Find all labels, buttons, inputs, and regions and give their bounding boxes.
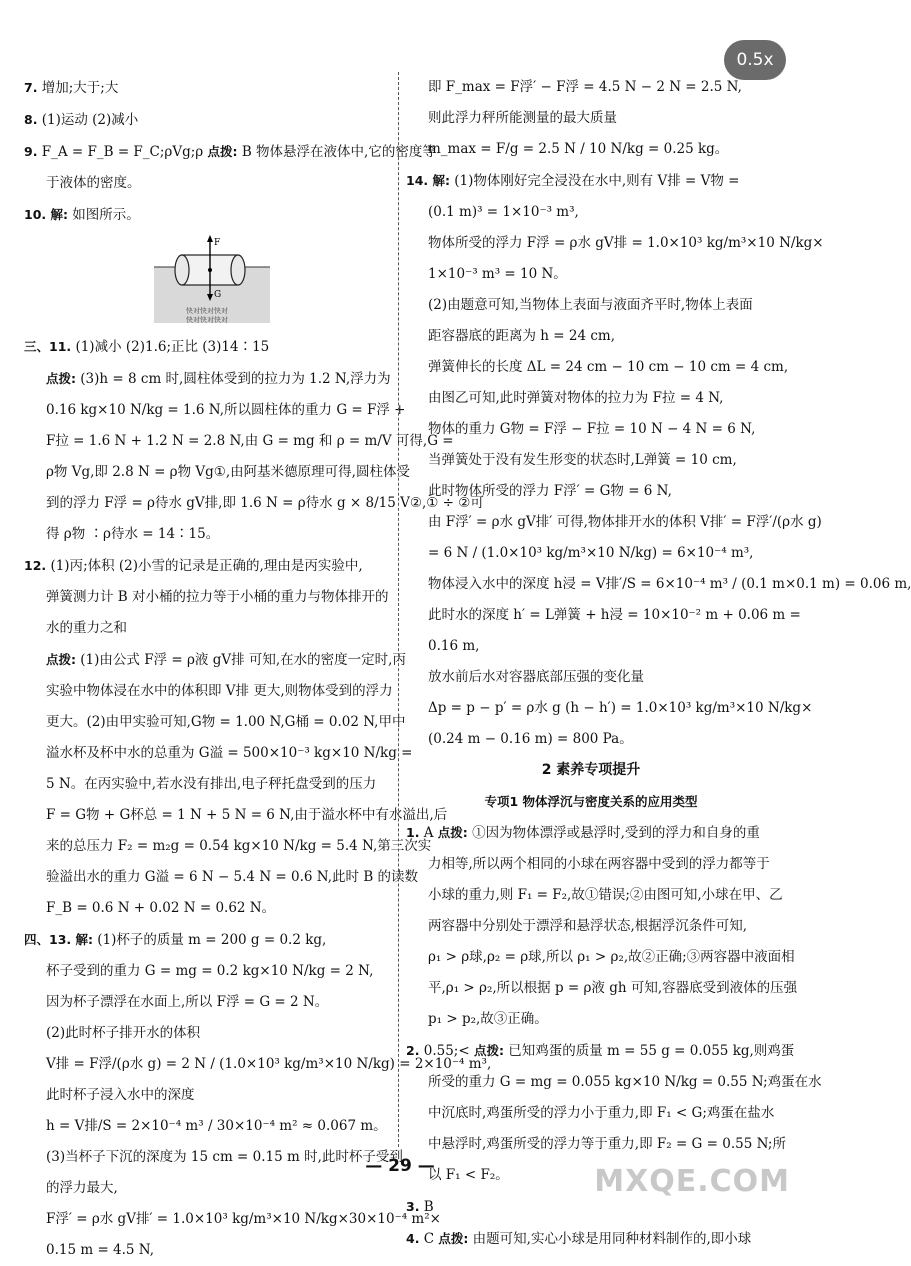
- text-line: [24, 676, 394, 707]
- line-text: (3)h = 8 cm 时,圆柱体受到的拉力为 1.2 N,浮力为: [76, 371, 391, 387]
- text-line: [406, 352, 789, 383]
- page-number: — 29 —: [365, 1156, 435, 1176]
- text-line: [24, 550, 394, 582]
- text-line: [406, 72, 776, 103]
- line-text: B: [419, 1199, 434, 1215]
- text-line: [24, 613, 394, 644]
- figure-caption: 快对快对快对: [186, 307, 228, 315]
- text-line: [24, 168, 394, 199]
- line-text: 更大。(2)由甲实验可知,G物 = 1.00 N,G桶 = 0.02 N,甲中: [46, 714, 406, 730]
- text-line: [24, 331, 394, 363]
- text-line: [24, 1018, 394, 1049]
- question-number: 2.: [406, 1043, 420, 1058]
- line-text: 溢水杯及杯中水的总重为 G溢 = 500×10⁻³ kg×10 N/kg =: [46, 745, 413, 761]
- text-line: [24, 1235, 394, 1266]
- label-g: G: [214, 290, 222, 300]
- question-number: 9.: [24, 144, 38, 159]
- hint-label: 解:: [50, 207, 68, 222]
- text-line: [406, 817, 776, 849]
- line-text: 中悬浮时,鸡蛋所受的浮力等于重力,即 F₂ = G = 0.55 N;所: [428, 1136, 786, 1152]
- text-line: [406, 1067, 822, 1098]
- text-line: [406, 383, 776, 414]
- text-line: [406, 134, 776, 165]
- question-number: 3.: [406, 1199, 420, 1214]
- force-diagram-figure: [152, 233, 272, 329]
- line-text: C: [419, 1231, 439, 1247]
- line-text: V排 = F浮/(ρ水 g) = 2 N / (1.0×10³ kg/m³×10 N/kg) = 2×10⁻⁴ m³,: [46, 1056, 492, 1072]
- text-line: [406, 693, 813, 724]
- line-text: 物体的重力 G物 = F浮 − F拉 = 10 N − 4 N = 6 N,: [428, 421, 756, 437]
- line-text: 得 ρ物 ∶ρ待水 = 14∶15。: [46, 526, 220, 542]
- question-number: 14.: [406, 173, 429, 188]
- float-object-diagram: [152, 233, 272, 329]
- line-text: F_B = 0.6 N + 0.02 N = 0.62 N。: [46, 900, 276, 916]
- text-line: [406, 849, 776, 880]
- line-text: 弹簧测力计 B 对小桶的拉力等于小桶的重力与物体排开的: [46, 589, 389, 605]
- line-text: 物体所受的浮力 F浮 = ρ水 gV排 = 1.0×10³ kg/m³×10 N/kg×: [428, 235, 824, 251]
- line-text: 距容器底的距离为 h = 24 cm,: [428, 328, 616, 344]
- line-text: F拉 = 1.6 N + 1.2 N = 2.8 N,由 G = mg 和 ρ = m/V 可得,G =: [46, 433, 454, 449]
- text-line: [24, 72, 394, 104]
- line-text: A: [419, 825, 438, 841]
- text-line: [24, 1204, 441, 1235]
- text-line: [406, 973, 798, 1004]
- line-text: F浮′ = ρ水 gV排′ = 1.0×10³ kg/m³×10 N/kg×30×10⁻⁴ m²×: [46, 1211, 441, 1227]
- line-text: 1×10⁻³ m³ = 10 N。: [428, 266, 567, 282]
- cylinder-end: [175, 255, 189, 285]
- hint-label: 解:: [432, 173, 450, 188]
- line-text: 当弹簧处于没有发生形变的状态时,L弹簧 = 10 cm,: [428, 452, 737, 468]
- line-text: 已知鸡蛋的质量 m = 55 g = 0.055 kg,则鸡蛋: [503, 1043, 795, 1059]
- line-text: 小球的重力,则 F₁ = F₂,故①错误;②由图可知,小球在甲、乙: [428, 887, 783, 903]
- text-line: [406, 1035, 795, 1067]
- line-text: ρ₁ > ρ球,ρ₂ = ρ球,所以 ρ₁ > ρ₂,故②正确;③两容器中液面相: [428, 949, 795, 965]
- line-text: B 物体悬浮在液体中,它的密度等: [237, 144, 436, 160]
- line-text: Δp = p − p′ = ρ水 g (h − h′) = 1.0×10³ kg/m³×10 N/kg×: [428, 700, 813, 716]
- zoom-level-button[interactable]: 0.5x: [724, 40, 786, 80]
- line-text: (2)此时杯子排开水的体积: [46, 1025, 201, 1041]
- text-line: [406, 569, 911, 600]
- line-text: 5 N。在丙实验中,若水没有排出,电子秤托盘受到的压力: [46, 776, 377, 792]
- line-text: (1)由公式 F浮 = ρ液 gV排 可知,在水的密度一定时,丙: [76, 652, 406, 668]
- line-text: 中沉底时,鸡蛋所受的浮力小于重力,即 F₁ < G;鸡蛋在盐水: [428, 1105, 775, 1121]
- subsection-heading: 专项1 物体浮沉与密度关系的应用类型: [484, 794, 698, 809]
- line-text: 此时物体所受的浮力 F浮′ = G物 = 6 N,: [428, 483, 672, 499]
- column-divider: [398, 72, 399, 1147]
- line-text: 0.15 m = 4.5 N,: [46, 1242, 155, 1258]
- line-text: 0.55;<: [419, 1043, 474, 1059]
- text-line: [406, 290, 776, 321]
- line-text: 0.16 m,: [428, 638, 480, 654]
- text-line: [24, 644, 406, 676]
- text-line: [24, 800, 448, 831]
- text-line: [24, 363, 394, 395]
- label-f: F: [214, 238, 221, 248]
- text-line: [24, 1173, 394, 1204]
- line-text: F = G物 + G杯总 = 1 N + 5 N = 6 N,由于溢水杯中有水溢出,后: [46, 807, 448, 823]
- line-text: 到的浮力 F浮 = ρ待水 gV排,即 1.6 N = ρ待水 g × 8/15 V②,① ÷ ②可: [46, 495, 484, 511]
- hint-label: 解:: [75, 932, 93, 947]
- line-text: (1)丙;体积 (2)小雪的记录是正确的,理由是丙实验中,: [46, 558, 363, 574]
- text-line: [24, 956, 394, 987]
- hint-label: 点拨:: [207, 144, 238, 159]
- line-text: 由 F浮′ = ρ水 gV排′ 可得,物体排开水的体积 V排′ = F浮′/(ρ水 g): [428, 514, 822, 530]
- hint-label: 点拨:: [437, 825, 468, 840]
- line-text: 此时水的深度 h′ = L弹簧 + h浸 = 10×10⁻² m + 0.06 m =: [428, 607, 801, 623]
- line-text: F_A = F_B = F_C;ρVg;ρ: [37, 144, 208, 160]
- line-text: 则此浮力秤所能测量的最大质量: [428, 110, 617, 126]
- line-text: 放水前后水对容器底部压强的变化量: [428, 669, 644, 685]
- line-text: (1)运动 (2)减小: [37, 112, 139, 128]
- line-text: 此时杯子浸入水中的深度: [46, 1087, 195, 1103]
- line-text: 因为杯子漂浮在水面上,所以 F浮 = G = 2 N。: [46, 994, 329, 1010]
- text-line: [24, 582, 394, 613]
- text-line: [406, 662, 776, 693]
- line-text: (0.24 m − 0.16 m) = 800 Pa。: [428, 731, 633, 747]
- line-text: 水的重力之和: [46, 620, 127, 636]
- question-number: 1.: [406, 825, 420, 840]
- line-text: ①因为物体漂浮或悬浮时,受到的浮力和自身的重: [467, 825, 760, 841]
- text-line: [406, 228, 824, 259]
- line-text: 两容器中分别处于漂浮和悬浮状态,根据浮沉条件可知,: [428, 918, 748, 934]
- text-line: [24, 426, 454, 457]
- line-text: (3)当杯子下沉的深度为 15 cm = 0.15 m 时,此时杯子受到: [46, 1149, 403, 1165]
- text-line: [406, 1004, 776, 1035]
- question-number: 三、11.: [24, 339, 72, 354]
- line-text: 杯子受到的重力 G = mg = 0.2 kg×10 N/kg = 2 N,: [46, 963, 374, 979]
- question-number: 四、13.: [24, 932, 72, 947]
- text-line: [24, 1080, 394, 1111]
- line-text: 于液体的密度。: [46, 175, 141, 191]
- line-text: 力相等,所以两个相同的小球在两容器中受到的浮力都等于: [428, 856, 770, 872]
- center-point: [208, 268, 212, 272]
- line-text: 如图所示。: [67, 207, 140, 223]
- line-text: ρ物 Vg,即 2.8 N = ρ物 Vg①,由阿基米德原理可得,圆柱体受: [46, 464, 410, 480]
- text-line: [406, 911, 776, 942]
- line-text: (2)由题意可知,当物体上表面与液面齐平时,物体上表面: [428, 297, 753, 313]
- text-line: [406, 724, 776, 755]
- text-line: [24, 519, 394, 550]
- figure-caption: 快对快对快对: [186, 316, 228, 324]
- text-line: [24, 769, 394, 800]
- text-line: [406, 880, 783, 911]
- line-text: 所受的重力 G = mg = 0.055 kg×10 N/kg = 0.55 N;鸡蛋在水: [428, 1074, 822, 1090]
- cylinder-end: [231, 255, 245, 285]
- hint-label: 点拨:: [473, 1043, 504, 1058]
- line-text: (0.1 m)³ = 1×10⁻³ m³,: [428, 204, 579, 220]
- hint-label: 点拨:: [46, 652, 76, 667]
- line-text: m_max = F/g = 2.5 N / 10 N/kg = 0.25 kg。: [428, 141, 729, 157]
- right-column: [406, 72, 911, 1255]
- hint-label: 点拨:: [46, 371, 76, 386]
- text-line: [24, 488, 484, 519]
- line-text: 实验中物体浸在水中的体积即 V排 更大,则物体受到的浮力: [46, 683, 393, 699]
- line-text: 验溢出水的重力 G溢 = 6 N − 5.4 N = 0.6 N,此时 B 的读数: [46, 869, 419, 885]
- text-line: [406, 445, 776, 476]
- question-number: 10.: [24, 207, 47, 222]
- line-text: 来的总压力 F₂ = m₂g = 0.54 kg×10 N/kg = 5.4 N,第三次实: [46, 838, 432, 854]
- line-text: (1)杯子的质量 m = 200 g = 0.2 kg,: [92, 932, 327, 948]
- text-line: [24, 893, 394, 924]
- text-line: [406, 507, 822, 538]
- text-line: [24, 457, 410, 488]
- text-line: [24, 104, 394, 136]
- question-number: 7.: [24, 80, 38, 95]
- text-line: [24, 738, 413, 769]
- text-line: [24, 199, 394, 231]
- line-text: 增加;大于;大: [37, 80, 119, 96]
- question-number: 4.: [406, 1231, 420, 1246]
- watermark-logo: MXQE.COM: [594, 1164, 790, 1199]
- line-text: 由图乙可知,此时弹簧对物体的拉力为 F拉 = 4 N,: [428, 390, 724, 406]
- text-line: [24, 924, 394, 956]
- text-line: [24, 862, 419, 893]
- text-line: [406, 1098, 776, 1129]
- text-line: [406, 476, 776, 507]
- line-text: h = V排/S = 2×10⁻⁴ m³ / 30×10⁻⁴ m² ≈ 0.067 m。: [46, 1118, 387, 1134]
- line-text: (1)减小 (2)1.6;正比 (3)14∶15: [71, 339, 270, 355]
- text-line: [406, 538, 776, 569]
- text-line: [406, 103, 776, 134]
- text-line: [24, 707, 406, 738]
- text-line: [406, 631, 776, 662]
- line-text: 由题可知,实心小球是用同种材料制作的,即小球: [468, 1231, 752, 1247]
- text-line: [24, 136, 436, 168]
- line-text: 即 F_max = F浮′ − F浮 = 4.5 N − 2 N = 2.5 N,: [428, 79, 742, 95]
- line-text: 平,ρ₁ > ρ₂,所以根据 p = ρ液 gh 可知,容器底受到液体的压强: [428, 980, 798, 996]
- section-heading: 2 素养专项提升: [541, 762, 641, 778]
- line-text: = 6 N / (1.0×10³ kg/m³×10 N/kg) = 6×10⁻⁴ m³,: [428, 545, 754, 561]
- question-number: 12.: [24, 558, 47, 573]
- text-line: [406, 165, 776, 197]
- hint-label: 点拨:: [438, 1231, 469, 1246]
- text-line: [24, 1111, 394, 1142]
- line-text: 物体浸入水中的深度 h浸 = V排′/S = 6×10⁻⁴ m³ / (0.1 m×0.1 m) = 0.06 m,: [428, 576, 911, 592]
- line-text: p₁ > p₂,故③正确。: [428, 1011, 548, 1027]
- text-line: [406, 942, 795, 973]
- text-line: [406, 321, 776, 352]
- line-text: (1)物体刚好完全浸没在水中,则有 V排 = V物 =: [449, 173, 740, 189]
- text-line: [406, 414, 776, 445]
- line-text: 0.16 kg×10 N/kg = 1.6 N,所以圆柱体的重力 G = F浮 +: [46, 402, 406, 418]
- text-line: [406, 259, 776, 290]
- buoyancy-arrowhead: [207, 235, 213, 242]
- line-text: 弹簧伸长的长度 ΔL = 24 cm − 10 cm − 10 cm = 4 cm,: [428, 359, 789, 375]
- text-line: [24, 831, 432, 862]
- line-text: 以 F₁ < F₂。: [428, 1167, 509, 1183]
- text-line: [406, 197, 776, 228]
- question-number: 8.: [24, 112, 38, 127]
- text-line: [406, 1223, 776, 1255]
- text-line: [406, 600, 801, 631]
- text-line: [24, 395, 406, 426]
- line-text: 的浮力最大,: [46, 1180, 118, 1196]
- text-line: [24, 987, 394, 1018]
